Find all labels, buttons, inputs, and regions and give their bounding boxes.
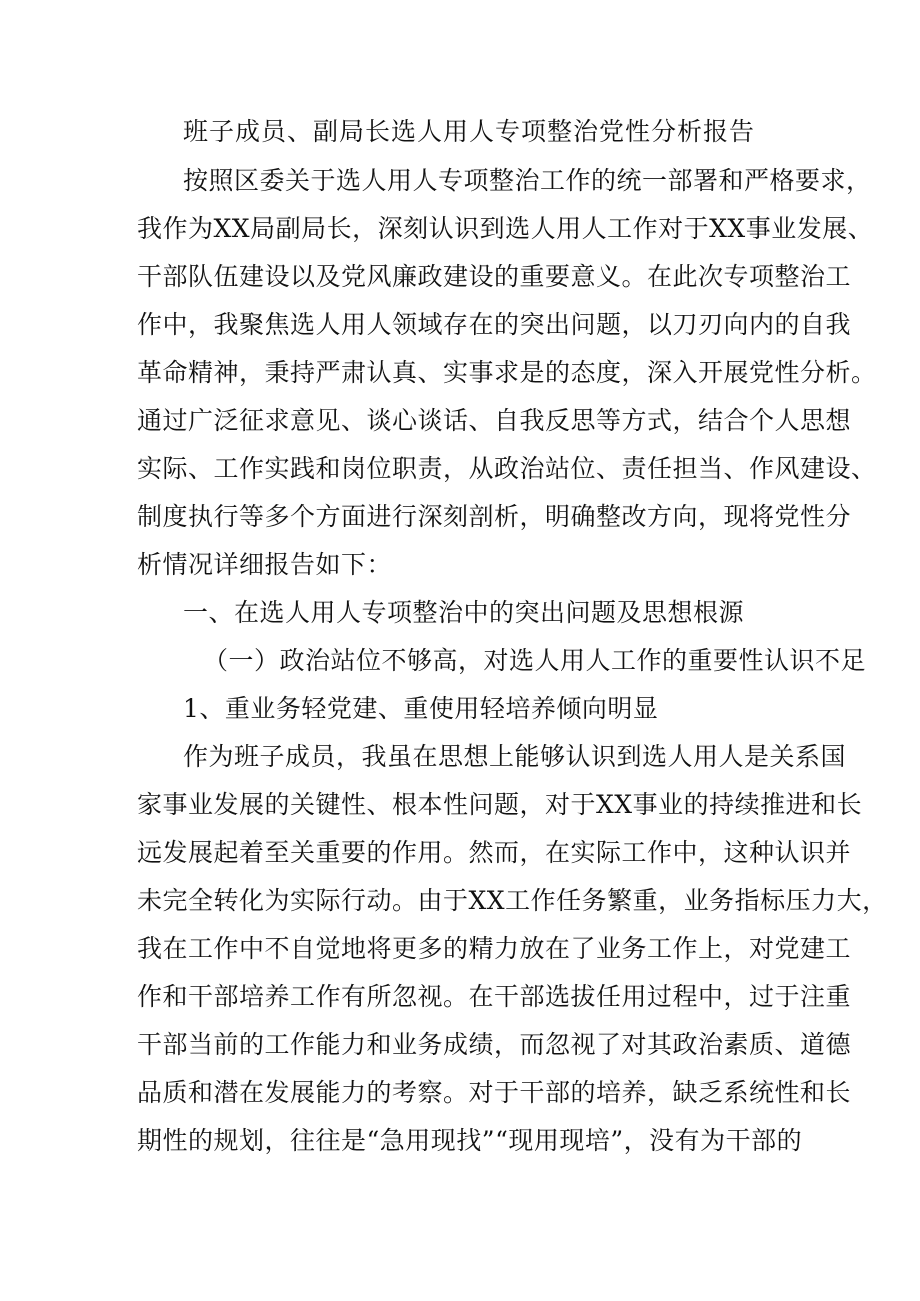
subsection-heading: （一）政治站位不够高，对选人用人工作的重要性认识不足 bbox=[203, 646, 867, 675]
paragraph-line: 革命精神，秉持严肃认真、实事求是的态度，深入开展党性分析。 bbox=[137, 358, 877, 387]
paragraph-line: 我在工作中不自觉地将更多的精力放在了业务工作上，对党建工 bbox=[137, 934, 852, 963]
paragraph-line: 析情况详细报告如下： bbox=[137, 550, 393, 579]
paragraph-line: 期性的规划，往往是“急用现找”“现用现培”，没有为干部的 bbox=[137, 1126, 803, 1155]
paragraph-line: 家事业发展的关键性、根本性问题，对于XX事业的持续推进和长 bbox=[137, 790, 863, 819]
paragraph-line: 干部当前的工作能力和业务成绩，而忽视了对其政治素质、道德 bbox=[137, 1030, 852, 1059]
paragraph-line: 干部队伍建设以及党风廉政建设的重要意义。在此次专项整治工 bbox=[137, 262, 852, 291]
paragraph-line: 按照区委关于选人用人专项整治工作的统一部署和严格要求， bbox=[183, 166, 872, 195]
paragraph-line: 远发展起着至关重要的作用。然而，在实际工作中，这种认识并 bbox=[137, 838, 852, 867]
item-heading: 1、重业务轻党建、重使用轻培养倾向明显 bbox=[183, 694, 659, 723]
paragraph-line: 作为班子成员，我虽在思想上能够认识到选人用人是关系国 bbox=[183, 742, 847, 771]
paragraph-line: 品质和潜在发展能力的考察。对于干部的培养，缺乏系统性和长 bbox=[137, 1078, 852, 1107]
paragraph-line: 实际、工作实践和岗位职责，从政治站位、责任担当、作风建设、 bbox=[137, 454, 877, 483]
document-title: 班子成员、副局长选人用人专项整治党性分析报告 bbox=[183, 117, 756, 146]
paragraph-line: 未完全转化为实际行动。由于XX工作任务繁重，业务指标压力大， bbox=[137, 886, 888, 915]
paragraph-line: 通过广泛征求意见、谈心谈话、自我反思等方式，结合个人思想 bbox=[137, 406, 852, 435]
paragraph-line: 作中，我聚焦选人用人领域存在的突出问题，以刀刃向内的自我 bbox=[137, 310, 852, 339]
paragraph-line: 作和干部培养工作有所忽视。在干部选拔任用过程中，过于注重 bbox=[137, 982, 852, 1011]
paragraph-line: 我作为XX局副局长，深刻认识到选人用人工作对于XX事业发展、 bbox=[137, 214, 874, 243]
paragraph-line: 制度执行等多个方面进行深刻剖析，明确整改方向，现将党性分 bbox=[137, 502, 852, 531]
section-heading: 一、在选人用人专项整治中的突出问题及思想根源 bbox=[183, 598, 745, 627]
